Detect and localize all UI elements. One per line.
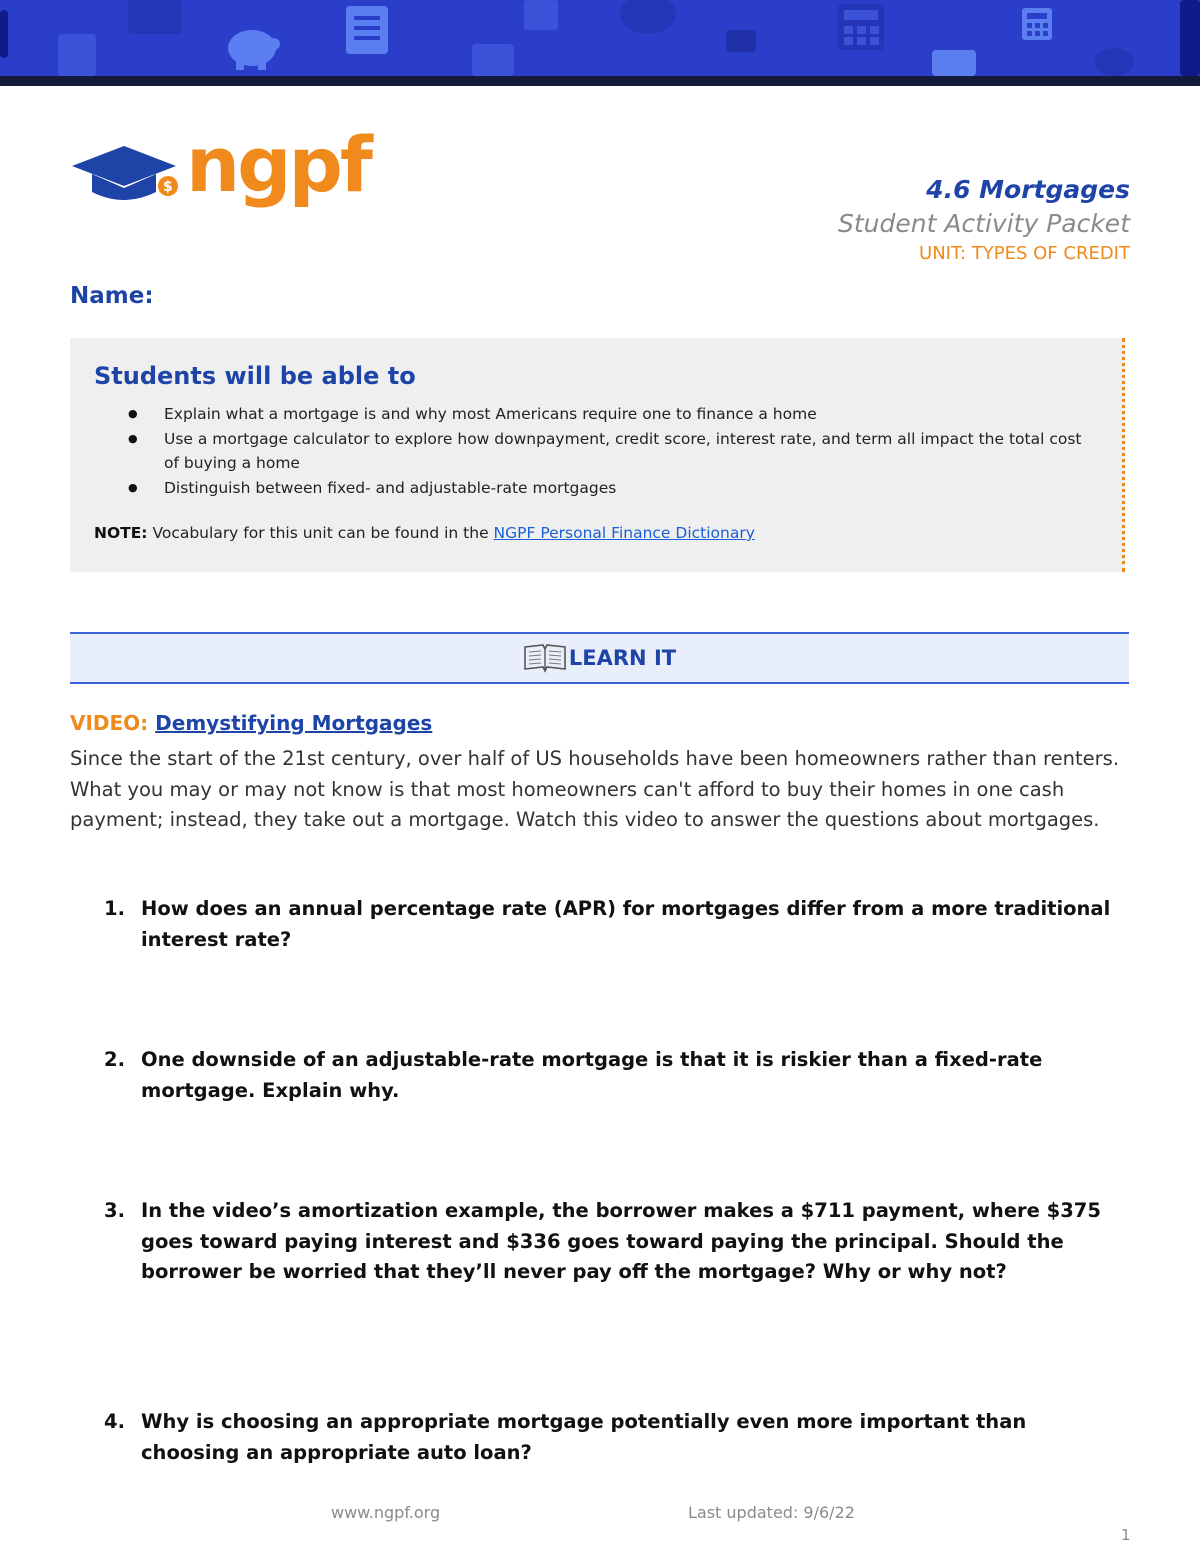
learn-it-banner — [70, 632, 1129, 684]
question-number: 1. — [104, 897, 125, 920]
question-3 — [104, 1196, 1119, 1288]
piggy-bank-icon — [614, 0, 684, 40]
objectives-list — [94, 402, 1094, 500]
list-item: ● Use a mortgage calculator to explore how downpayment, credit score, interest rate, and term all impact the total cost of buying a home — [94, 427, 1094, 476]
note-text: Vocabulary for this unit can be found in the — [147, 524, 494, 542]
folder-icon — [726, 30, 756, 52]
lesson-title: 4.6 Mortgages — [926, 175, 1130, 204]
dictionary-link[interactable]: NGPF Personal Finance Dictionary — [493, 524, 755, 542]
list-item: ● Distinguish between fixed- and adjustable-rate mortgages — [94, 476, 1094, 501]
question-text: In the video’s amortization example, the borrower makes a $711 payment, where $375 goes toward paying interest and $336 goes toward paying the principal. Should the borrower be worried that they’ll never pay off the mortgage? Why or why not? — [141, 1199, 1101, 1283]
calculator-icon — [1022, 8, 1052, 40]
svg-text:$: $ — [163, 179, 173, 195]
question-text: How does an annual percentage rate (APR) for mortgages differ from a more traditional interest rate? — [141, 897, 1111, 951]
header-divider — [0, 76, 1200, 86]
video-heading — [70, 711, 432, 735]
document-icon — [346, 6, 388, 54]
folder-icon — [932, 50, 976, 76]
folder-icon — [472, 44, 514, 76]
piggy-bank-icon — [1090, 40, 1138, 76]
page-number: 1 — [1121, 1526, 1131, 1544]
piggy-bank-icon — [222, 22, 284, 72]
banner-shape — [0, 10, 8, 58]
question-4 — [104, 1407, 1119, 1468]
name-field-label: Name: — [70, 283, 154, 309]
objectives-heading: Students will be able to — [94, 362, 416, 390]
video-link[interactable]: Demystifying Mortgages — [155, 711, 433, 735]
banner-shape — [128, 0, 182, 34]
graduation-cap-icon — [72, 146, 182, 210]
footer-updated: Last updated: 9/6/22 — [688, 1503, 855, 1522]
question-2 — [104, 1045, 1119, 1106]
calculator-icon — [524, 0, 558, 30]
logo-wordmark: ngpf — [186, 120, 370, 209]
question-1 — [104, 894, 1119, 955]
learning-objectives-box — [70, 338, 1125, 572]
question-number: 4. — [104, 1410, 125, 1433]
question-number: 3. — [104, 1199, 125, 1222]
packet-subtitle: Student Activity Packet — [837, 209, 1130, 238]
document-header — [838, 172, 1130, 268]
video-label: VIDEO: — [70, 711, 149, 735]
document-icon — [58, 34, 96, 76]
question-text: One downside of an adjustable-rate mortgage is that it is riskier than a fixed-rate mortgage. Explain why. — [141, 1048, 1043, 1102]
header-banner — [0, 0, 1200, 76]
note-label: NOTE: — [94, 524, 148, 542]
video-intro-paragraph: Since the start of the 21st century, over half of US households have been homeowners rather than renters. What you may or may not know is that most homeowners can't afford to buy their homes in one cash payment; instead, they take out a mortgage. Watch this video to answer the questions about mortgages. — [70, 747, 1120, 831]
calculator-icon — [838, 4, 884, 50]
vocabulary-note — [94, 524, 755, 542]
question-text: Why is choosing an appropriate mortgage potentially even more important than choosing an appropriate auto loan? — [141, 1410, 1027, 1464]
open-book-icon — [523, 643, 567, 673]
footer-url: www.ngpf.org — [331, 1503, 441, 1522]
question-number: 2. — [104, 1048, 125, 1071]
ngpf-logo — [72, 120, 370, 220]
list-item: ● Explain what a mortgage is and why most Americans require one to finance a home — [94, 402, 1094, 427]
unit-label: UNIT: TYPES OF CREDIT — [919, 243, 1130, 264]
learn-it-label: LEARN IT — [568, 646, 677, 670]
banner-shape — [1180, 0, 1200, 76]
